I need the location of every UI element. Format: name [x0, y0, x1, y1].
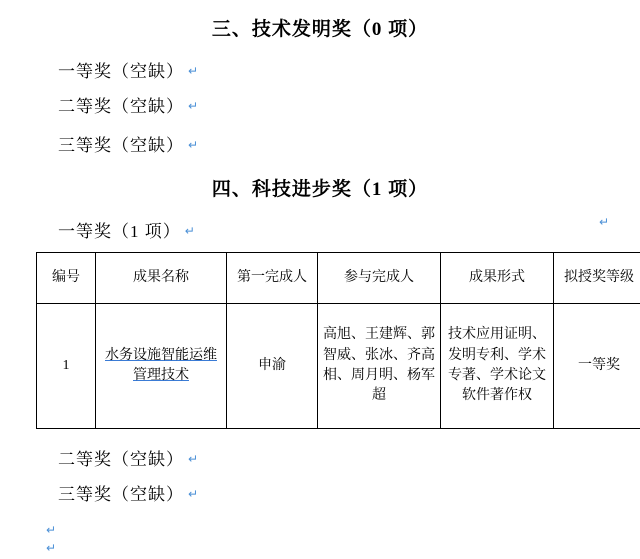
table-header-name: 成果名称	[96, 253, 227, 304]
section-three-item-3-text: 三等奖（空缺）	[58, 136, 184, 155]
cell-first-person: 申渝	[227, 304, 318, 429]
paragraph-mark-icon: ↵	[188, 487, 199, 501]
section-three-title: 三、技术发明奖（0 项）	[34, 0, 606, 41]
table-header-level: 拟授奖等级	[554, 253, 640, 304]
cell-name: 水务设施智能运维管理技术	[96, 304, 227, 429]
paragraph-mark-icon: ↵	[46, 541, 56, 555]
section-four-tail-item-2-text: 三等奖（空缺）	[58, 485, 184, 504]
paragraph-mark-icon: ↵	[188, 452, 199, 466]
trailing-paragraph-marks	[34, 505, 606, 559]
section-three-item-3	[34, 117, 606, 156]
cell-no: 1	[37, 304, 96, 429]
section-four-tail-item-1	[34, 429, 606, 470]
table-header-participants: 参与完成人	[318, 253, 441, 304]
table-header-first-person: 第一完成人	[227, 253, 318, 304]
paragraph-mark-icon: ↵	[188, 99, 199, 113]
cell-level: 一等奖	[554, 304, 640, 429]
paragraph-mark-icon: ↵	[599, 215, 610, 229]
table-header-form: 成果形式	[441, 253, 554, 304]
cell-form: 技术应用证明、发明专利、学术专著、学术论文软件著作权	[441, 304, 554, 429]
section-four-tail-item-2	[34, 470, 606, 505]
trailing-mark-row-2	[46, 541, 606, 559]
table-header-row	[37, 253, 640, 304]
section-four-subtitle	[34, 201, 606, 242]
paragraph-mark-icon: ↵	[185, 224, 196, 238]
cell-participants: 高旭、王建辉、郭智威、张冰、齐高相、周月明、杨军超	[318, 304, 441, 429]
paragraph-mark-icon: ↵	[46, 523, 56, 537]
award-table	[36, 252, 640, 429]
section-four-tail-item-1-text: 二等奖（空缺）	[58, 450, 184, 469]
table-header-no: 编号	[37, 253, 96, 304]
section-three-item-2-text: 二等奖（空缺）	[58, 97, 184, 116]
paragraph-mark-icon: ↵	[188, 138, 199, 152]
section-four-title: 四、科技进步奖（1 项）	[34, 156, 606, 201]
section-three-item-1-text: 一等奖（空缺）	[58, 62, 184, 81]
section-three-item-2	[34, 82, 606, 117]
table-row	[37, 304, 640, 429]
section-three-item-1	[34, 41, 606, 82]
trailing-mark-row-1	[46, 523, 606, 541]
section-four-subtitle-text: 一等奖（1 项）	[58, 222, 181, 241]
paragraph-mark-icon: ↵	[188, 64, 199, 78]
